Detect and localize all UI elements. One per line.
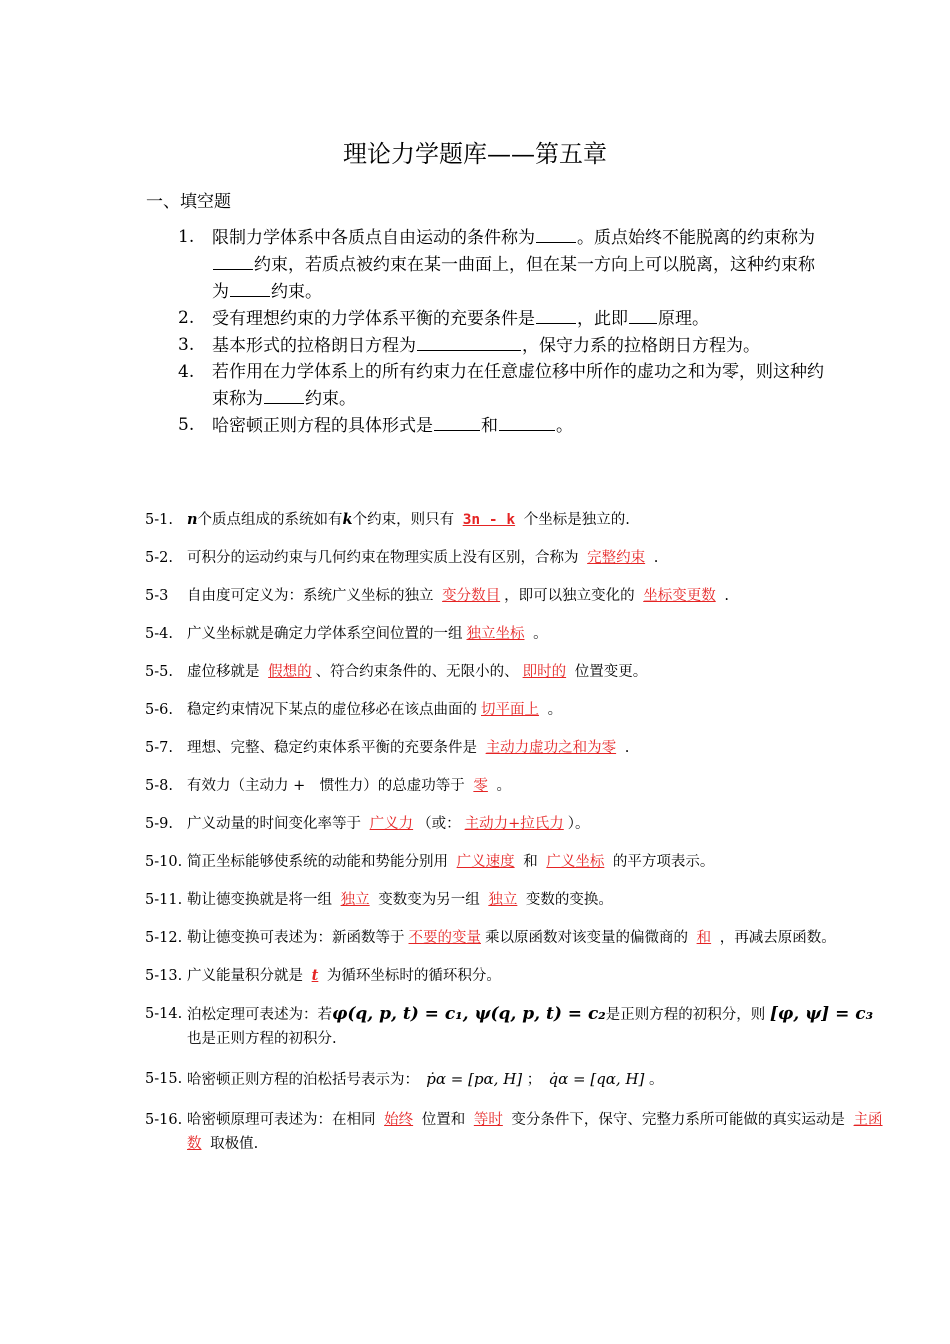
question-text: 。 [491,778,511,794]
question-text: 变分条件下，保守、完整力系所可能做的真实运动是 [506,1112,850,1128]
question-number: 5-15. [145,1071,183,1087]
question-item [145,622,890,646]
item-text [212,305,828,332]
item-text-part: 约束。 [305,389,356,409]
question-text: 是正则方程的初积分，则 [605,1007,770,1023]
question-text: 可积分的运动约束与几何约束在物理实质上没有区别，合称为 [187,550,584,566]
item-text-part: 原理。 [658,309,709,329]
question-number: 5-11. [145,892,183,908]
item-text-part: 限制力学体系中各质点自由运动的条件称为 [212,228,535,248]
question-item [145,774,890,798]
item-text-part: 。 [743,336,760,356]
question-number: 5-13. [145,968,183,984]
question-text: 的平方项表示。 [608,854,715,870]
question-text: 哈密顿正则方程的泊松括号表示为： [187,1072,427,1088]
question-item [145,926,890,950]
answer-blank [213,251,253,270]
answer-text: 完整约束 [587,550,646,566]
question-number: 5-6. [145,702,173,718]
question-item [145,850,890,874]
question-number: 5-1. [145,512,173,528]
question-item [145,888,890,912]
fill-in-item [178,412,828,439]
item-text-part: 。质点始终不能脱离的约束称为 [577,228,815,248]
fill-in-item [178,305,828,332]
question-text: 自由度可定义为：系统广义坐标的独立 [187,588,439,604]
answer-text: t [311,967,319,984]
item-text [212,359,828,412]
section-heading: 一、填空题 [146,192,231,212]
item-number: 3. [178,335,195,355]
answer-text: 主动力虚功之和为零 [485,740,617,756]
question-text: 理想、完整、稳定约束体系平衡的充要条件是 [187,740,482,756]
question-text: 勒让德变换就是将一组 [187,892,337,908]
question-text: 、符合约束条件的、无限小的、 [315,664,519,680]
answer-text: 零 [473,778,488,794]
item-text-part: ，保守力系的拉格朗日方程为 [522,336,743,356]
question-text: 简正坐标能够使系统的动能和势能分别用 [187,854,453,870]
question-text: 广义能量积分就是 [187,968,308,984]
question-text: 变数的变换。 [521,892,613,908]
question-number: 5-14. [145,1006,183,1022]
answer-text: 独立 [340,892,370,908]
question-item [145,964,890,988]
question-text: 虚位移就是 [187,664,265,680]
answer-text: 切平面上 [481,702,539,718]
question-number: 5-8. [145,778,173,794]
question-text: （或： [417,816,461,832]
question-number: 5-3 [145,588,169,604]
question-text: 个约束，则只有 [352,512,459,528]
item-text-part: 约束。 [271,282,322,302]
item-number: 1. [178,227,195,247]
question-item [145,546,890,570]
question-number: 5-10. [145,854,183,870]
answer-text: 独立 [488,892,518,908]
question-text: . [719,588,729,604]
item-text [212,332,828,359]
question-number: 5-12. [145,930,183,946]
question-text: 泊松定理可表述为：若 [187,1007,332,1023]
answer-text: 即时的 [522,664,567,680]
answer-text: 主动力+拉氏力 [464,816,564,832]
question-text: 稳定约束情况下某点的虚位移必在该点曲面的 [187,702,477,718]
question-text: 个质点组成的系统如有 [197,512,343,528]
answer-text: 坐标变更数 [643,588,716,604]
item-text-part: 基本形式的拉格朗日方程为 [212,336,416,356]
page-title: 理论力学题库——第五章 [343,140,607,168]
question-text: 取极值. [205,1136,259,1152]
math-variable: k [342,511,353,528]
item-text [212,412,828,439]
question-item [145,1108,890,1156]
question-item [145,1067,890,1092]
question-text: 位置和 [417,1112,470,1128]
question-text: ，再减去原函数。 [715,930,836,946]
question-text: 广义坐标就是确定力学体系空间位置的一组 [187,626,463,642]
item-text-part: 和 [481,416,498,436]
question-text: 变数变为另一组 [373,892,485,908]
item-text [212,224,828,305]
answer-text: 广义坐标 [546,854,605,870]
math-expression: q̇α = [qα, H] [548,1070,645,1088]
question-text: 个坐标是独立的. [519,512,630,528]
question-text: 位置变更。 [570,664,648,680]
answer-text: 变分数目 [442,588,501,604]
question-number: 5-5. [145,664,173,680]
answer-text: 广义力 [369,816,414,832]
fill-in-item [178,332,828,359]
question-number: 5-2. [145,550,173,566]
question-text: . [649,550,659,566]
question-list [145,508,890,1156]
fill-in-item [178,224,828,305]
answer-text: 不要的变量 [408,930,481,946]
math-expression: φ(q, p, t) = c₁, ψ(q, p, t) = c₂ [332,1004,606,1024]
answer-blank [264,385,304,404]
item-text-part: 约束，若质点被约束在某一曲面上，但在某一方向上可以脱离，这种约束称为 [212,255,815,302]
question-text: ； [522,1072,549,1088]
question-item [145,736,890,760]
item-text-part: 。 [556,416,573,436]
question-text: 。 [528,626,548,642]
math-expression: [φ, ψ] = c₃ [769,1004,874,1024]
question-item [145,1002,890,1051]
question-text: . [620,740,630,756]
question-number: 5-7. [145,740,173,756]
fill-in-list [178,224,828,439]
answer-blank [434,412,480,431]
question-text: 。 [543,702,563,718]
math-expression: ṗα = [pα, H] [426,1070,523,1088]
question-text: ，即可以独立变化的 [504,588,640,604]
answer-text: 始终 [384,1112,414,1128]
question-text: ）。 [567,816,590,832]
question-text: 乘以原函数对该变量的偏微商的 [485,930,693,946]
answer-blank [230,278,270,297]
item-number: 2. [178,308,195,328]
item-text-part: 若作用在力学体系上的所有约束力在任意虚位移中所作的虚功之和为零，则这种约束称为 [212,362,824,409]
math-variable: n [187,511,198,528]
question-item [145,660,890,684]
question-text: 为循环坐标时的循环积分。 [322,968,501,984]
answer-text: 等时 [473,1112,503,1128]
answer-text: 3n - k [462,512,516,528]
answer-text: 假想的 [268,664,312,680]
item-text-part: 受有理想约束的力学体系平衡的充要条件是 [212,309,535,329]
question-number: 5-16. [145,1112,183,1128]
answer-blank [536,305,576,324]
question-text: 哈密顿原理可表述为：在相同 [187,1112,381,1128]
answer-blank [499,412,555,431]
question-item [145,812,890,836]
answer-blank [417,332,521,351]
question-text: 广义动量的时间变化率等于 [187,816,366,832]
answer-text: 和 [696,930,712,946]
question-item [145,508,890,532]
question-number: 5-9. [145,816,173,832]
question-text: 也是正则方程的初积分. [187,1031,337,1047]
question-text: 和 [518,854,543,870]
answer-text: 主函数 [187,1112,883,1152]
item-number: 5. [178,415,195,435]
answer-text: 广义速度 [456,854,515,870]
item-number: 4. [178,362,195,382]
question-item [145,698,890,722]
question-text: 勒让德变换可表述为：新函数等于 [187,930,405,946]
item-text-part: ，此即 [577,309,628,329]
question-text: 有效力（主动力 + 惯性力）的总虚功等于 [187,778,470,794]
question-number: 5-4. [145,626,173,642]
fill-in-item [178,359,828,412]
question-text: 。 [644,1072,664,1088]
item-text-part: 哈密顿正则方程的具体形式是 [212,416,433,436]
answer-blank [536,224,576,243]
answer-text: 独立坐标 [466,626,525,642]
answer-blank [629,305,657,324]
question-item [145,584,890,608]
